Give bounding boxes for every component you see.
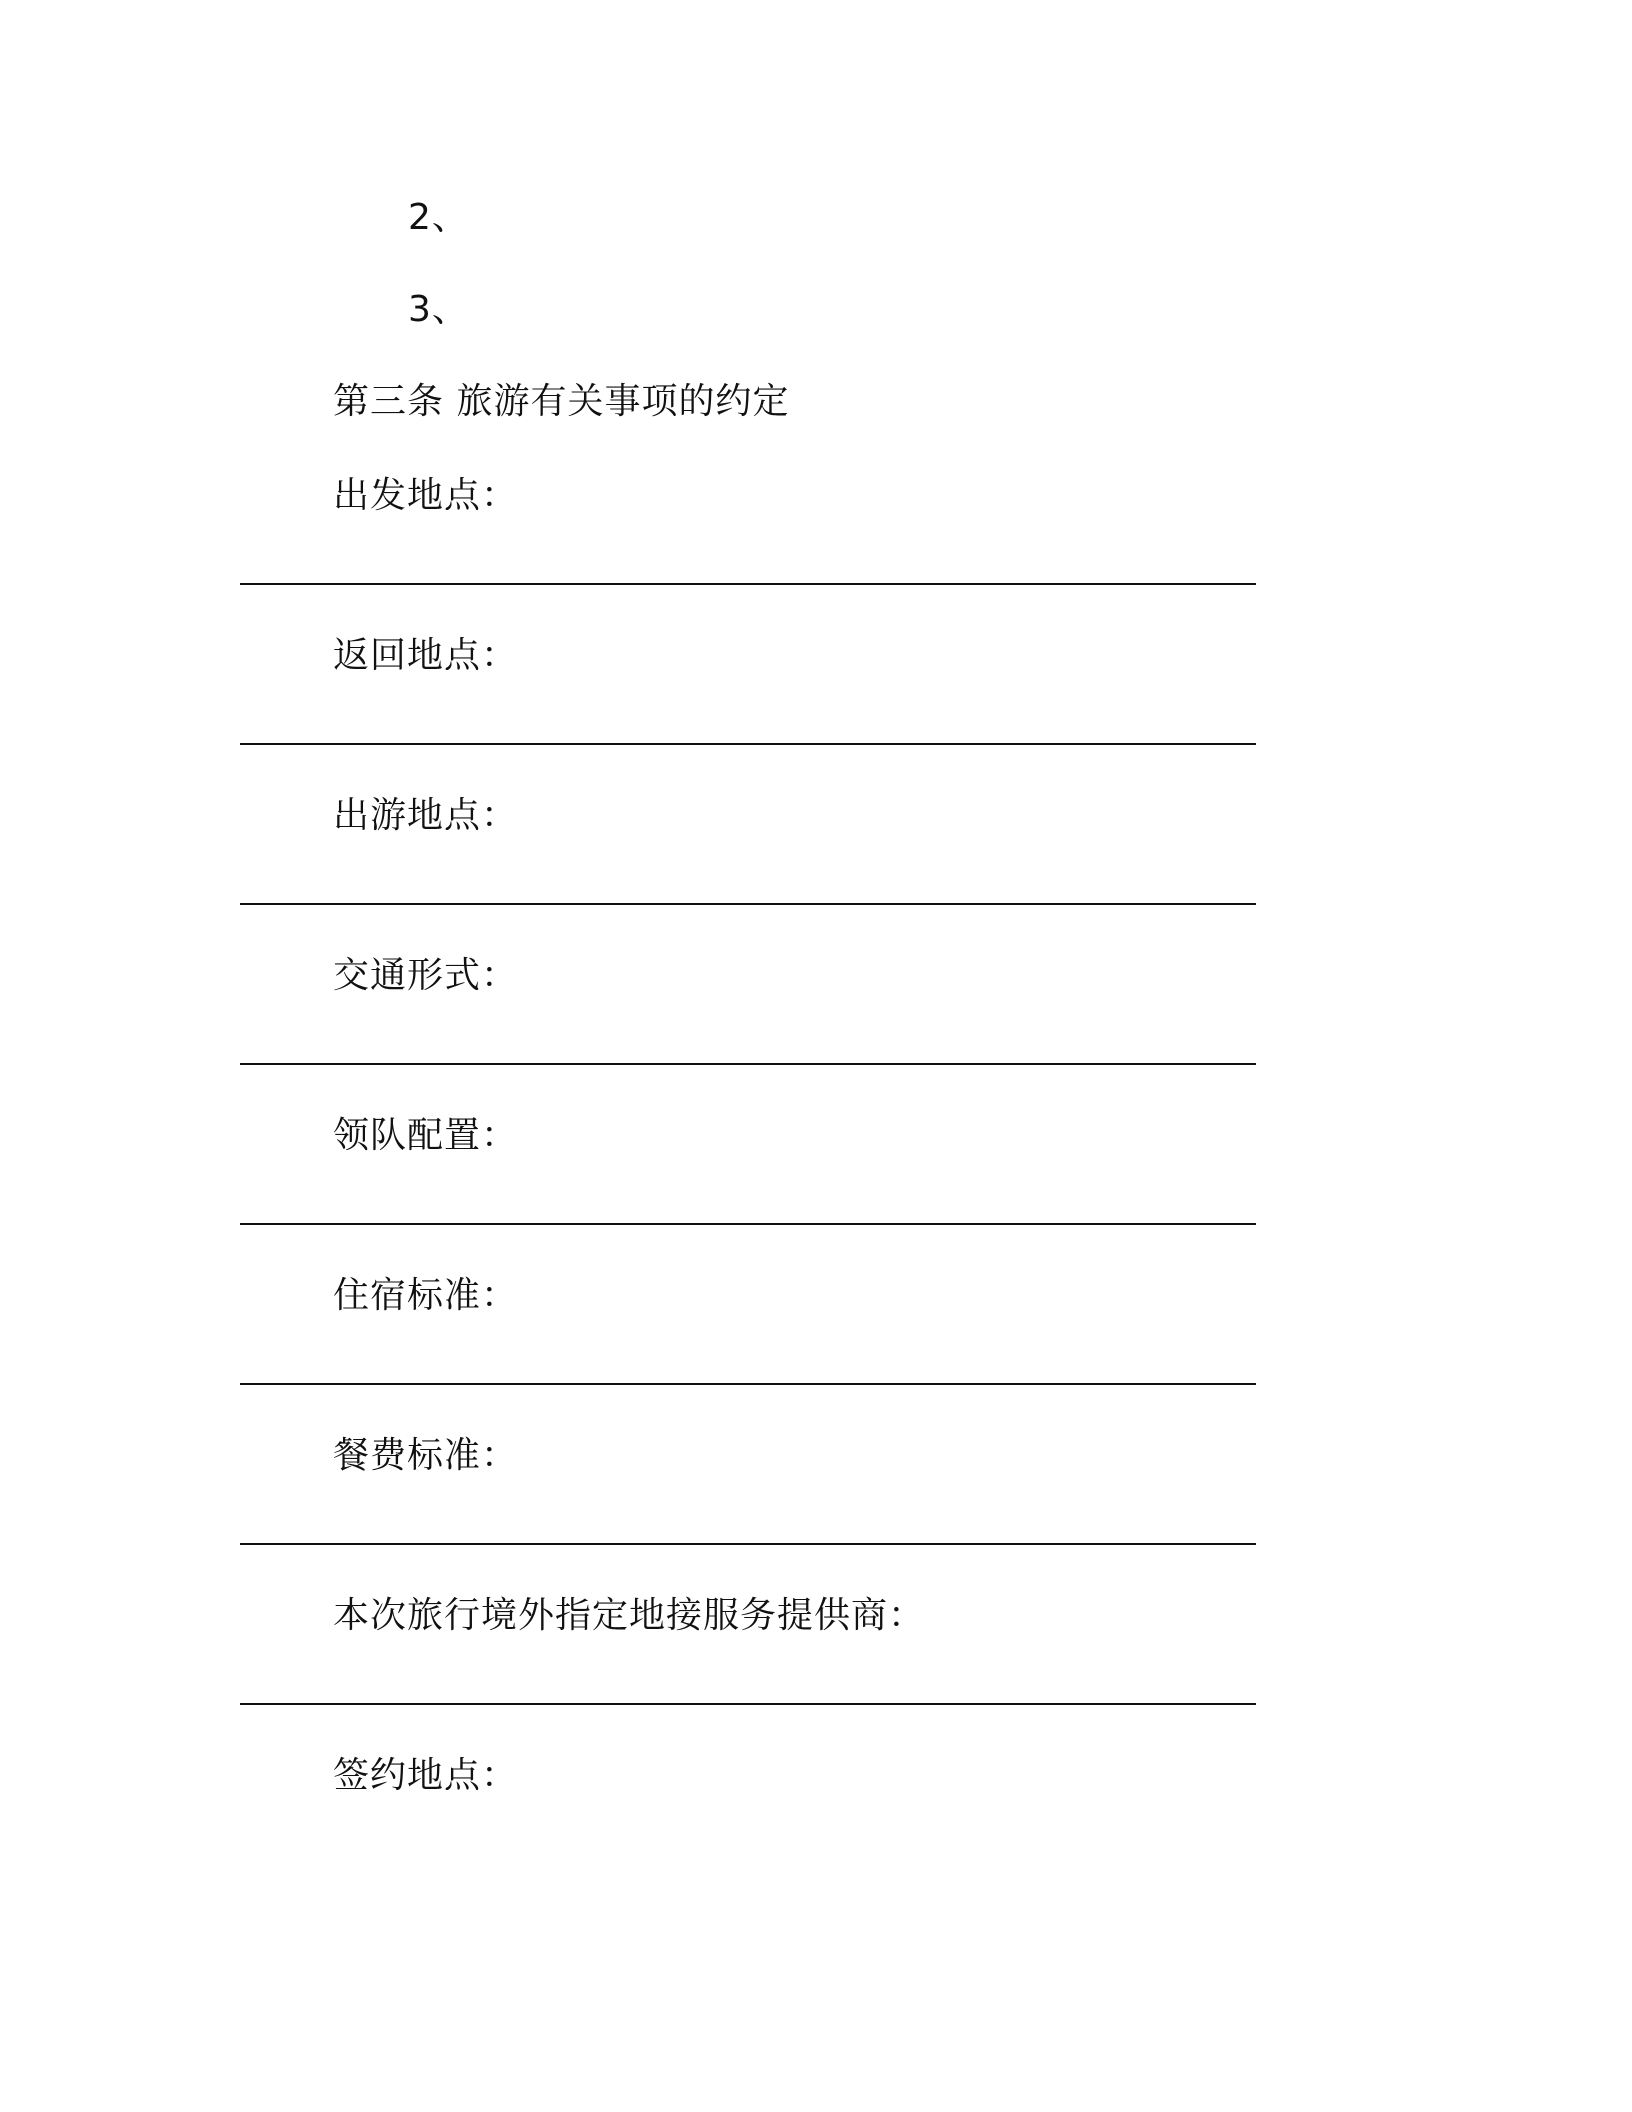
field-label-departure: 出发地点： — [333, 475, 519, 516]
field-label-accommodation: 住宿标准： — [333, 1275, 519, 1316]
fill-in-line[interactable] — [240, 1383, 1256, 1385]
field-label-transport: 交通形式： — [333, 955, 519, 996]
field-label-signing-place: 签约地点： — [333, 1755, 519, 1796]
field-label-destination: 出游地点： — [333, 795, 519, 836]
fill-in-line[interactable] — [240, 583, 1256, 585]
section-heading: 第三条 旅游有关事项的约定 — [333, 381, 790, 422]
list-item-number: 3、 — [408, 289, 469, 330]
field-label-meals: 餐费标准： — [333, 1435, 519, 1476]
fill-in-line[interactable] — [240, 743, 1256, 745]
field-label-local-provider: 本次旅行境外指定地接服务提供商： — [333, 1595, 926, 1636]
fill-in-line[interactable] — [240, 1063, 1256, 1065]
fill-in-line[interactable] — [240, 1703, 1256, 1705]
list-item-number: 2、 — [408, 197, 469, 238]
fill-in-line[interactable] — [240, 903, 1256, 905]
fill-in-line[interactable] — [240, 1543, 1256, 1545]
fill-in-line[interactable] — [240, 1223, 1256, 1225]
field-label-return: 返回地点： — [333, 635, 519, 676]
field-label-tour-leader: 领队配置： — [333, 1115, 519, 1156]
